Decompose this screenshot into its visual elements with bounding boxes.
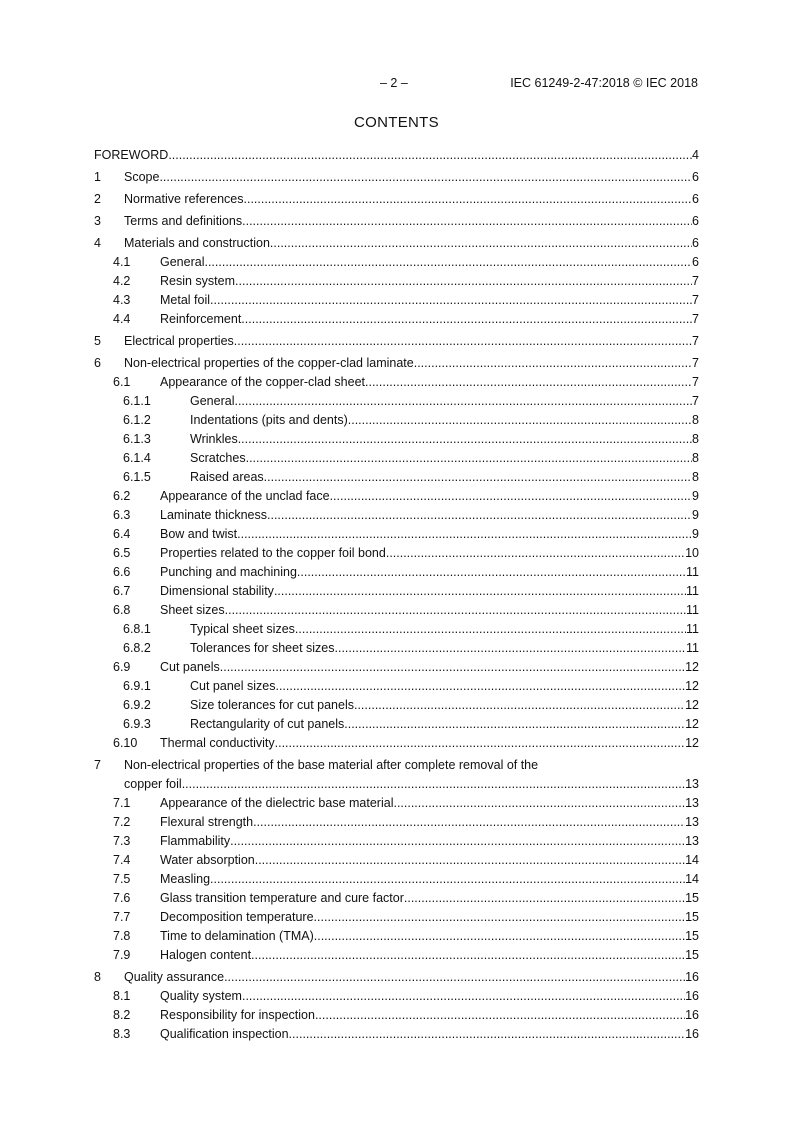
toc-entry-number: 6.5 xyxy=(113,546,131,560)
toc-entry-page: 11 xyxy=(686,565,699,579)
toc-entry-number: 4.4 xyxy=(113,312,131,326)
toc-entry-number: 7.2 xyxy=(113,815,131,829)
toc-dot-leader xyxy=(224,968,685,987)
toc-entry-page: 15 xyxy=(685,891,699,905)
toc-entry-number: 6.8.1 xyxy=(123,622,151,636)
toc-entry[interactable] xyxy=(94,1025,699,1044)
toc-dot-leader xyxy=(204,253,692,272)
toc-dot-leader xyxy=(242,212,692,231)
page-number: – 2 – xyxy=(380,76,408,90)
toc-entry-page: 16 xyxy=(685,989,699,1003)
toc-entry-page: 13 xyxy=(685,777,699,791)
toc-entry-number: 7.7 xyxy=(113,910,131,924)
toc-entry-label: Water absorption xyxy=(160,853,255,867)
toc-dot-leader xyxy=(251,946,685,965)
toc-entry-page: 7 xyxy=(692,334,699,348)
toc-dot-leader xyxy=(220,658,685,677)
toc-entry-number: 6.8.2 xyxy=(123,641,151,655)
toc-entry-label: Quality system xyxy=(160,989,242,1003)
toc-entry-page: 12 xyxy=(685,736,699,750)
toc-entry[interactable] xyxy=(94,927,699,946)
toc-entry-page: 11 xyxy=(686,641,699,655)
toc-entry[interactable] xyxy=(94,620,699,639)
toc-entry[interactable] xyxy=(94,696,699,715)
toc-entry[interactable] xyxy=(94,946,699,965)
toc-entry-page: 14 xyxy=(685,872,699,886)
toc-entry-label: FOREWORD xyxy=(94,148,169,162)
toc-entry-label: Scope xyxy=(124,170,160,184)
toc-entry-label: Decomposition temperature xyxy=(160,910,314,924)
toc-entry-label: Time to delamination (TMA) xyxy=(160,929,314,943)
toc-entry-page: 13 xyxy=(685,834,699,848)
toc-entry-number: 6.1 xyxy=(113,375,131,389)
toc-entry[interactable] xyxy=(94,908,699,927)
toc-entry[interactable] xyxy=(94,146,699,165)
toc-entry[interactable] xyxy=(94,677,699,696)
toc-entry-number: 6.1.5 xyxy=(123,470,151,484)
toc-dot-leader xyxy=(386,544,685,563)
toc-entry-page: 7 xyxy=(692,312,699,326)
toc-entry-label: Resin system xyxy=(160,274,236,288)
toc-entry-number: 6 xyxy=(94,356,101,370)
toc-dot-leader xyxy=(264,468,692,487)
toc-dot-leader xyxy=(168,146,692,165)
toc-entry[interactable] xyxy=(94,851,699,870)
toc-entry[interactable] xyxy=(94,1006,699,1025)
toc-entry[interactable] xyxy=(94,601,699,620)
toc-entry-label: Tolerances for sheet sizes xyxy=(190,641,335,655)
toc-dot-leader xyxy=(315,1006,685,1025)
toc-entry-page: 12 xyxy=(685,679,699,693)
toc-entry-label: Flexural strength xyxy=(160,815,254,829)
toc-entry[interactable] xyxy=(94,272,699,291)
toc-entry-number: 7.8 xyxy=(113,929,131,943)
toc-entry-label: Metal foil xyxy=(160,293,211,307)
toc-entry[interactable] xyxy=(94,794,699,813)
toc-entry-number: 6.4 xyxy=(113,527,131,541)
toc-entry-number: 7 xyxy=(94,758,101,772)
toc-entry[interactable] xyxy=(94,658,699,677)
toc-entry-number: 6.3 xyxy=(113,508,131,522)
toc-dot-leader xyxy=(274,582,686,601)
toc-entry-number: 4.2 xyxy=(113,274,131,288)
toc-dot-leader xyxy=(314,927,685,946)
toc-entry[interactable] xyxy=(94,582,699,601)
toc-entry[interactable] xyxy=(94,332,699,351)
toc-entry-label: Wrinkles xyxy=(190,432,238,446)
toc-entry-label: Sheet sizes xyxy=(160,603,225,617)
toc-dot-leader xyxy=(246,449,692,468)
toc-entry-number: 4 xyxy=(94,236,101,250)
toc-entry[interactable] xyxy=(94,639,699,658)
page-title: CONTENTS xyxy=(354,114,439,131)
toc-entry-label: Punching and machining xyxy=(160,565,297,579)
toc-dot-leader xyxy=(244,190,693,209)
toc-entry-number: 6.9.1 xyxy=(123,679,151,693)
toc-entry-number: 4.1 xyxy=(113,255,131,269)
toc-dot-leader xyxy=(241,310,692,329)
toc-entry-page: 7 xyxy=(692,375,699,389)
toc-entry[interactable] xyxy=(94,870,699,889)
toc-dot-leader xyxy=(270,234,692,253)
toc-entry[interactable] xyxy=(94,525,699,544)
toc-dot-leader xyxy=(335,639,687,658)
toc-entry[interactable] xyxy=(94,832,699,851)
toc-dot-leader xyxy=(295,620,686,639)
toc-entry[interactable] xyxy=(94,544,699,563)
toc-entry-number: 7.4 xyxy=(113,853,131,867)
toc-dot-leader xyxy=(348,411,692,430)
toc-entry-page: 6 xyxy=(692,192,699,206)
toc-entry-number: 3 xyxy=(94,214,101,228)
document-id: IEC 61249-2-47:2018 © IEC 2018 xyxy=(510,76,698,90)
toc-dot-leader xyxy=(237,525,692,544)
toc-dot-leader xyxy=(225,601,686,620)
toc-entry-label: Electrical properties xyxy=(124,334,234,348)
toc-dot-leader xyxy=(267,506,692,525)
toc-entry[interactable] xyxy=(94,756,699,794)
toc-entry[interactable] xyxy=(94,813,699,832)
toc-entry-number: 6.10 xyxy=(113,736,138,750)
toc-entry-page: 7 xyxy=(692,274,699,288)
toc-entry-label: Bow and twist xyxy=(160,527,238,541)
toc-entry-label: Raised areas xyxy=(190,470,264,484)
toc-entry-page: 13 xyxy=(685,796,699,810)
toc-entry-page: 6 xyxy=(692,170,699,184)
toc-entry[interactable] xyxy=(94,411,699,430)
toc-entry-page: 16 xyxy=(685,970,699,984)
toc-entry-page: 8 xyxy=(692,470,699,484)
toc-entry-number: 6.9.2 xyxy=(123,698,151,712)
toc-entry-label: Indentations (pits and dents) xyxy=(190,413,348,427)
toc-entry-label: Cut panels xyxy=(160,660,220,674)
toc-entry-number: 4.3 xyxy=(113,293,131,307)
toc-dot-leader xyxy=(404,889,685,908)
toc-entry-number: 5 xyxy=(94,334,101,348)
toc-entry-label: Cut panel sizes xyxy=(190,679,276,693)
toc-entry-label: Quality assurance xyxy=(124,970,225,984)
toc-entry[interactable] xyxy=(94,234,699,253)
toc-entry-label: Thermal conductivity xyxy=(160,736,275,750)
toc-entry-label: Qualification inspection xyxy=(160,1027,289,1041)
toc-entry-label: Laminate thickness xyxy=(160,508,268,522)
toc-dot-leader xyxy=(253,813,685,832)
toc-entry-page: 7 xyxy=(692,394,699,408)
toc-dot-leader xyxy=(230,832,685,851)
toc-entry[interactable] xyxy=(94,430,699,449)
toc-entry-number: 7.9 xyxy=(113,948,131,962)
toc-entry-page: 8 xyxy=(692,432,699,446)
toc-entry[interactable] xyxy=(94,449,699,468)
toc-dot-leader xyxy=(238,430,692,449)
toc-entry-label-line1: Non-electrical properties of the base material after complete removal of the xyxy=(124,758,539,772)
toc-entry-page: 9 xyxy=(692,508,699,522)
toc-entry-label: General xyxy=(190,394,235,408)
toc-entry-page: 7 xyxy=(692,293,699,307)
toc-entry[interactable] xyxy=(94,715,699,734)
toc-entry-label: copper foil xyxy=(124,777,182,791)
toc-entry-label: Reinforcement xyxy=(160,312,242,326)
toc-dot-leader xyxy=(354,696,685,715)
toc-entry-page: 15 xyxy=(685,948,699,962)
toc-entry-label: Typical sheet sizes xyxy=(190,622,295,636)
toc-dot-leader xyxy=(275,734,685,753)
toc-entry[interactable] xyxy=(94,987,699,1006)
toc-entry[interactable] xyxy=(94,487,699,506)
toc-entry-page: 12 xyxy=(685,717,699,731)
toc-entry[interactable] xyxy=(94,168,699,187)
toc-entry-label: Measling xyxy=(160,872,211,886)
toc-entry[interactable] xyxy=(94,354,699,373)
toc-entry-number: 6.1.2 xyxy=(123,413,151,427)
toc-entry[interactable] xyxy=(94,506,699,525)
toc-dot-leader xyxy=(393,794,685,813)
toc-entry-number: 6.1.3 xyxy=(123,432,151,446)
toc-entry-number: 8.2 xyxy=(113,1008,131,1022)
toc-entry-page: 11 xyxy=(686,584,699,598)
toc-entry-page: 6 xyxy=(692,255,699,269)
toc-entry[interactable] xyxy=(94,563,699,582)
toc-entry-page: 8 xyxy=(692,451,699,465)
toc-entry-label: Halogen content xyxy=(160,948,252,962)
toc-dot-leader xyxy=(297,563,686,582)
toc-dot-leader xyxy=(182,775,685,794)
toc-entry-number: 6.6 xyxy=(113,565,131,579)
toc-entry-page: 4 xyxy=(692,148,699,162)
toc-entry-label: Properties related to the copper foil bond xyxy=(160,546,386,560)
toc-entry-page: 10 xyxy=(685,546,699,560)
toc-dot-leader xyxy=(414,354,692,373)
toc-entry[interactable] xyxy=(94,734,699,753)
toc-entry-label: Normative references xyxy=(124,192,244,206)
toc-entry-label: Appearance of the unclad face xyxy=(160,489,330,503)
toc-entry-label: Non-electrical properties of the copper-clad laminate xyxy=(124,356,414,370)
toc-entry-label: Flammability xyxy=(160,834,231,848)
toc-entry-number: 6.9.3 xyxy=(123,717,151,731)
toc-dot-leader xyxy=(314,908,686,927)
toc-dot-leader xyxy=(235,272,692,291)
toc-dot-leader xyxy=(344,715,685,734)
toc-entry-label: Size tolerances for cut panels xyxy=(190,698,354,712)
toc-entry-label: Terms and definitions xyxy=(124,214,243,228)
toc-entry[interactable] xyxy=(94,373,699,392)
toc-dot-leader xyxy=(234,332,692,351)
toc-dot-leader xyxy=(210,291,692,310)
toc-entry[interactable] xyxy=(94,392,699,411)
toc-entry[interactable] xyxy=(94,968,699,987)
toc-entry-page: 15 xyxy=(685,910,699,924)
toc-entry-label: General xyxy=(160,255,205,269)
table-of-contents xyxy=(94,143,699,1044)
toc-entry-page: 14 xyxy=(685,853,699,867)
toc-entry-number: 7.1 xyxy=(113,796,131,810)
toc-dot-leader xyxy=(234,392,692,411)
toc-entry-number: 1 xyxy=(94,170,101,184)
toc-entry-label: Materials and construction xyxy=(124,236,270,250)
toc-dot-leader xyxy=(210,870,685,889)
toc-entry-label: Dimensional stability xyxy=(160,584,274,598)
toc-entry-page: 8 xyxy=(692,413,699,427)
toc-entry-page: 12 xyxy=(685,660,699,674)
toc-dot-leader xyxy=(289,1025,686,1044)
toc-entry-number: 7.5 xyxy=(113,872,131,886)
toc-entry-page: 7 xyxy=(692,356,699,370)
toc-entry-number: 6.9 xyxy=(113,660,131,674)
toc-entry-label: Responsibility for inspection xyxy=(160,1008,315,1022)
toc-entry[interactable] xyxy=(94,468,699,487)
toc-dot-leader xyxy=(275,677,685,696)
toc-entry-number: 2 xyxy=(94,192,101,206)
toc-entry-number: 6.7 xyxy=(113,584,131,598)
toc-entry-number: 6.8 xyxy=(113,603,131,617)
toc-entry-page: 9 xyxy=(692,527,699,541)
toc-entry-page: 11 xyxy=(686,603,699,617)
toc-entry-page: 9 xyxy=(692,489,699,503)
toc-entry-page: 15 xyxy=(685,929,699,943)
toc-entry[interactable] xyxy=(94,889,699,908)
toc-entry[interactable] xyxy=(94,253,699,272)
toc-entry[interactable] xyxy=(94,291,699,310)
toc-entry-page: 16 xyxy=(685,1008,699,1022)
toc-entry-number: 8.1 xyxy=(113,989,131,1003)
toc-entry-page: 6 xyxy=(692,214,699,228)
toc-entry-number: 6.1.4 xyxy=(123,451,151,465)
toc-entry-label: Scratches xyxy=(190,451,246,465)
toc-dot-leader xyxy=(255,851,685,870)
toc-entry[interactable] xyxy=(94,212,699,231)
toc-entry-number: 6.1.1 xyxy=(123,394,151,408)
toc-entry-page: 13 xyxy=(685,815,699,829)
toc-entry-page: 12 xyxy=(685,698,699,712)
toc-dot-leader xyxy=(242,987,685,1006)
toc-entry-number: 7.6 xyxy=(113,891,131,905)
toc-dot-leader xyxy=(159,168,692,187)
toc-entry-number: 7.3 xyxy=(113,834,131,848)
toc-entry-page: 6 xyxy=(692,236,699,250)
toc-entry-label: Rectangularity of cut panels xyxy=(190,717,345,731)
toc-entry-number: 8 xyxy=(94,970,101,984)
toc-entry-label: Glass transition temperature and cure factor xyxy=(160,891,404,905)
toc-dot-leader xyxy=(330,487,692,506)
toc-entry[interactable] xyxy=(94,310,699,329)
toc-dot-leader xyxy=(365,373,692,392)
toc-entry-page: 16 xyxy=(685,1027,699,1041)
toc-entry-page: 11 xyxy=(686,622,699,636)
toc-entry-number: 8.3 xyxy=(113,1027,131,1041)
toc-entry[interactable] xyxy=(94,190,699,209)
toc-entry-number: 6.2 xyxy=(113,489,131,503)
toc-entry-label: Appearance of the dielectric base material xyxy=(160,796,394,810)
toc-entry-label: Appearance of the copper-clad sheet xyxy=(160,375,365,389)
